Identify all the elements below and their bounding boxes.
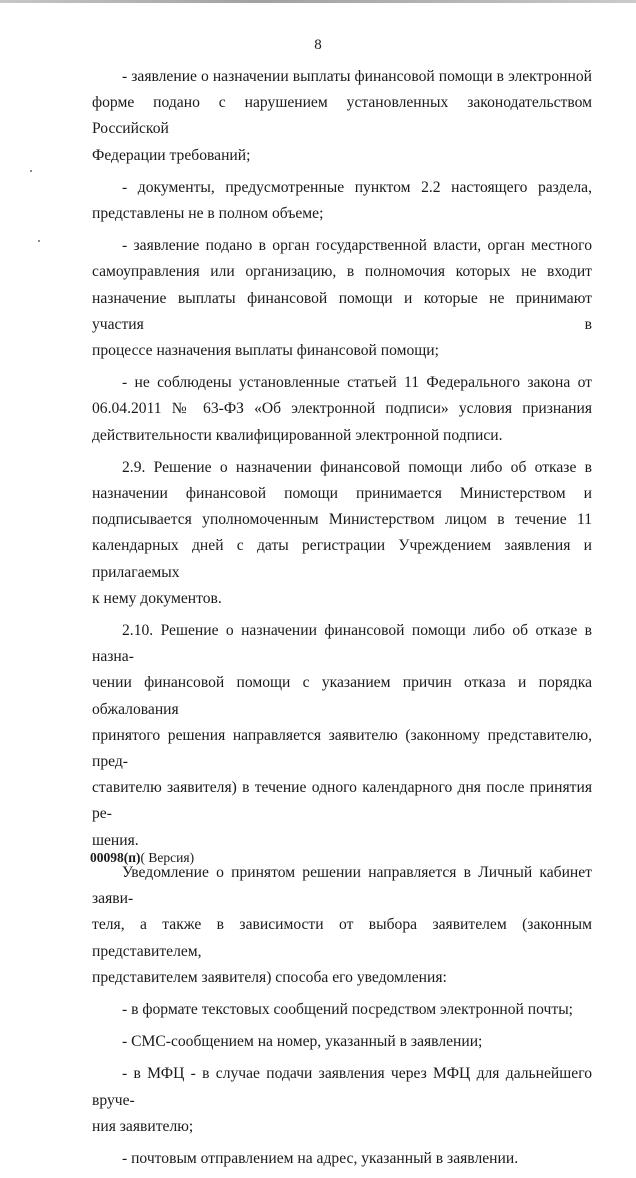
text-line: принятого решения направляется заявителю (законному представителю, пред- bbox=[92, 726, 592, 771]
text-line: Федерации требований; bbox=[92, 146, 251, 164]
text-line: шения. bbox=[92, 831, 139, 849]
text-line: чении финансовой помощи с указанием причин отказа и порядка обжалования bbox=[92, 674, 592, 718]
text-line: - в МФЦ - в случае подачи заявления через МФЦ для дальнейшего вруче- bbox=[92, 1065, 592, 1109]
scan-speck bbox=[30, 170, 32, 172]
text-line: к нему документов. bbox=[92, 589, 222, 607]
text-line: форме подано с нарушением установленных законодательством Российской bbox=[92, 94, 592, 138]
document-footer bbox=[90, 850, 194, 866]
paragraph-p2 bbox=[92, 175, 592, 227]
paragraph-p1 bbox=[92, 64, 592, 169]
paragraph-p11 bbox=[92, 1146, 592, 1172]
text-line: назначение выплаты финансовой помощи и которые не принимают участия в bbox=[92, 289, 592, 333]
text-line: ставителю заявителя) в течение одного календарного дня после принятия ре- bbox=[92, 779, 592, 823]
text-line: - не соблюдены установленные статьей 11 Федерального закона от bbox=[122, 374, 592, 392]
paragraph-p10 bbox=[92, 1061, 592, 1140]
paragraph-p4 bbox=[92, 370, 592, 449]
text-line: теля, а также в зависимости от выбора заявителем (законным представителем, bbox=[92, 916, 592, 960]
paragraph-p7 bbox=[92, 860, 592, 991]
paragraph-p6 bbox=[92, 618, 592, 854]
scan-speck bbox=[38, 240, 40, 242]
paragraph-p3 bbox=[92, 233, 592, 364]
text-line: представлены не в полном объеме; bbox=[92, 205, 324, 223]
text-line: календарных дней с даты регистрации Учреждением заявления и прилагаемых bbox=[92, 537, 592, 581]
text-line: назначении финансовой помощи принимается Министерством и bbox=[92, 485, 592, 503]
page-number: 8 bbox=[314, 37, 322, 53]
text-line: действительности квалифицированной электронной подписи. bbox=[92, 426, 503, 444]
text-line: - заявление подано в орган государственной власти, орган местного bbox=[122, 237, 592, 255]
document-version: ( Версия) bbox=[140, 850, 195, 865]
scan-edge-shadow bbox=[0, 0, 636, 3]
paragraph-p8 bbox=[92, 997, 592, 1023]
text-line: ния заявителю; bbox=[92, 1117, 194, 1135]
text-line: - в формате текстовых сообщений посредством электронной почты; bbox=[122, 1000, 573, 1018]
text-line: - СМС-сообщением на номер, указанный в заявлении; bbox=[122, 1033, 483, 1051]
text-line: - почтовым отправлением на адрес, указанный в заявлении. bbox=[122, 1149, 519, 1167]
text-line: 06.04.2011 № 63-ФЗ «Об электронной подписи» условия признания bbox=[92, 400, 592, 418]
text-line: 2.10. Решение о назначении финансовой помощи либо об отказе в назна- bbox=[92, 622, 592, 666]
text-line: подписывается уполномоченным Министерством лицом в течение 11 bbox=[92, 511, 592, 529]
text-line: процессе назначения выплаты финансовой помощи; bbox=[92, 342, 439, 360]
text-line: 2.9. Решение о назначении финансовой помощи либо об отказе в bbox=[122, 458, 592, 476]
paragraph-p9 bbox=[92, 1029, 592, 1055]
text-line: - документы, предусмотренные пунктом 2.2 настоящего раздела, bbox=[122, 178, 592, 196]
text-line: Уведомление о принятом решении направляется в Личный кабинет заяви- bbox=[92, 863, 592, 908]
document-body bbox=[92, 64, 592, 1178]
document-code: 00098(п) bbox=[90, 850, 141, 865]
text-line: - заявление о назначении выплаты финансовой помощи в электронной bbox=[122, 68, 592, 85]
text-line: самоуправления или организацию, в полномочия которых не входит bbox=[92, 263, 592, 281]
paragraph-p5 bbox=[92, 455, 592, 612]
text-line: представителем заявителя) способа его уведомления: bbox=[92, 968, 447, 986]
